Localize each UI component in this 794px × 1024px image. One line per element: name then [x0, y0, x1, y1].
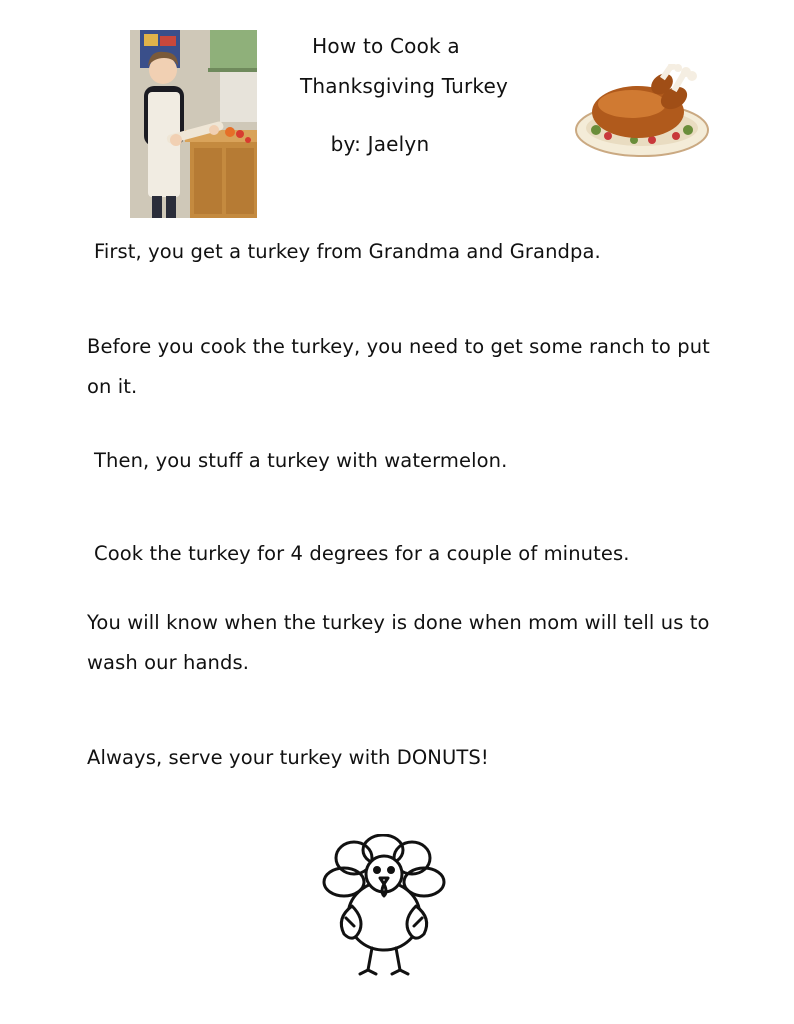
paragraph-ranch-line-1: Before you cook the turkey, you need to get some ranch to put	[87, 335, 710, 358]
paragraph-done-line-1: You will know when the turkey is done when mom will tell us to	[87, 611, 710, 634]
paragraph-first: First, you get a turkey from Grandma and Grandpa.	[94, 240, 601, 263]
turkey-outline-icon	[320, 834, 450, 979]
title-line-1: How to Cook a	[312, 34, 460, 58]
roast-turkey-icon	[574, 64, 710, 160]
paragraph-serve: Always, serve your turkey with DONUTS!	[87, 746, 489, 769]
child-cooking-photo	[130, 30, 257, 218]
paragraph-stuff: Then, you stuff a turkey with watermelon.	[94, 449, 508, 472]
paragraph-ranch-line-2: on it.	[87, 375, 138, 398]
byline: by: Jaelyn	[330, 132, 430, 156]
title-line-2: Thanksgiving Turkey	[299, 74, 509, 98]
paragraph-cook: Cook the turkey for 4 degrees for a couple of minutes.	[94, 542, 630, 565]
paragraph-done-line-2: wash our hands.	[87, 651, 250, 674]
